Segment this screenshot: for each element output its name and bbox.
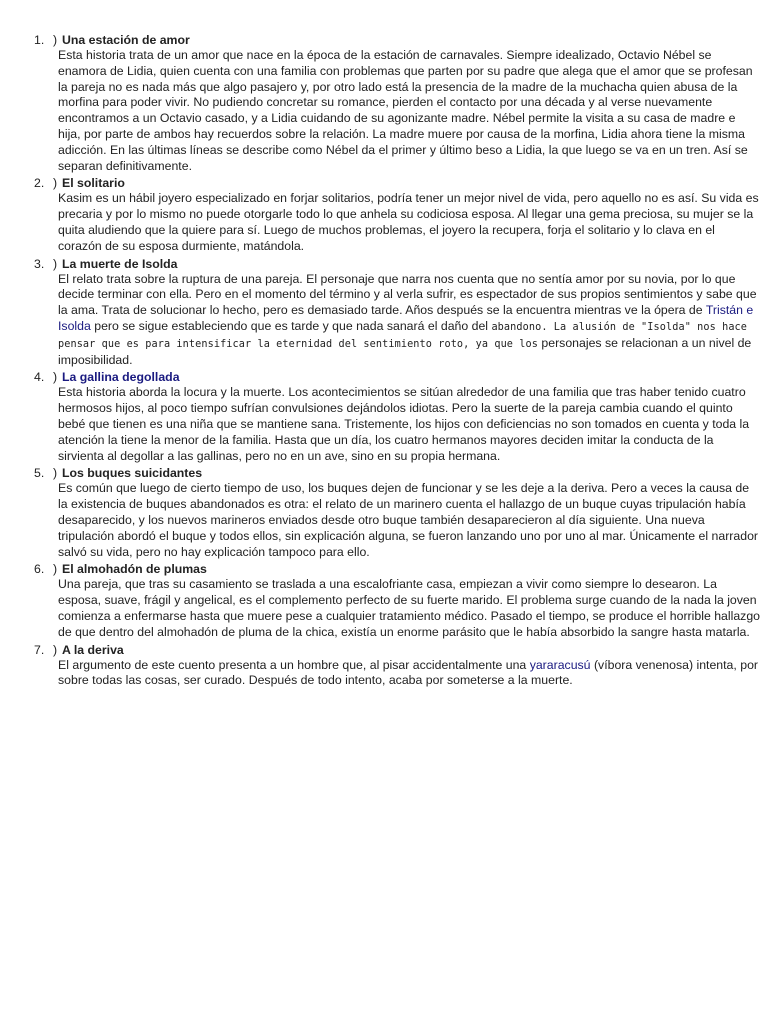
story-title: La muerte de Isolda: [62, 256, 178, 271]
list-item-header: [0, 561, 768, 577]
story-summary: Es común que luego de cierto tiempo de uso, los buques dejen de funcionar y se les deje a la deriva. Pero a veces la causa de la existencia de buques abandonados es otra: el relato de un marinero cuenta el hallazgo de un buque cuyas tripulación había desaparecido, y los nuevos marineros enviados desde otro buque también desaparecieron al día siguiente. Una nueva tripulación abordó el buque y todos ellos, sin explicación alguna, se fueron lanzando uno por uno al mar. Únicamente el narrador salvó su vida, pero no hay explicación tampoco para ello.: [58, 481, 758, 559]
list-item: [0, 256, 768, 369]
story-summary: [58, 272, 760, 369]
summary-text: personajes se relacionan a un nivel de imposibilidad.: [58, 335, 752, 367]
story-summary: Kasim es un hábil joyero especializado en forjar solitarios, podría tener un mejor nivel de vida, pero aquello no es así. Su vida es precaria y por lo mismo no puede otorgarle todo lo que anhela su codiciosa esposa. Al llegar una gema preciosa, su mujer se la quita aludiendo que la quiere para sí. Luego de muchos problemas, el joyero la recupera, forja el solitario y lo clava en el corazón de su esposa durmiente, matándola.: [58, 191, 759, 253]
list-paren: ): [53, 256, 58, 271]
yararacusu-link[interactable]: yararacusú: [529, 657, 591, 672]
list-number: 4.: [34, 370, 45, 385]
summary-text-mono: abandono. La alusión de "Isolda" nos hace pensar que es para intensificar la eternidad del sentimiento roto, ya que los: [58, 321, 748, 350]
list-number: 3.: [34, 256, 45, 271]
story-summary: [58, 658, 760, 690]
list-number: 6.: [34, 562, 45, 577]
list-item: [0, 32, 768, 174]
story-summary: Esta historia aborda la locura y la muerte. Los acontecimientos se sitúan alrededor de una familia que tras haber tenido cuatro hermosos hijos, al poco tiempo sufrían convulsiones dejándolos idiotas. Pero la suerte de la pareja cambia cuando el quinto bebé que tienen es una niña que se mantiene sana. Tristemente, los hijos con deficiencias no son tomados en cuenta y toda la atención la tiene la menor de la familia. Hasta que un día, los cuatro hermanos mayores deciden imitar la conducta de la sirvienta al degollar a las gallinas, pero no en un ave, sino en su propia hermana.: [58, 385, 750, 463]
story-title: El solitario: [62, 176, 125, 191]
summary-text: El relato trata sobre la ruptura de una pareja. El personaje que narra nos cuenta que no sentía amor por su novia, por lo que decide terminar con ella. Pero en el momento del término y al verla sufrir, es espectador de sus propios sentimientos y sabe que la ama. Trata de solucionar lo hecho, pero es demasiado tarde. Años después se la encuentra mientras ve la ópera de: [58, 271, 757, 318]
story-title: A la deriva: [62, 642, 124, 657]
story-title-link[interactable]: La gallina degollada: [62, 370, 180, 385]
list-item: [0, 465, 768, 560]
list-item-header: [0, 465, 768, 481]
list-paren: ): [53, 176, 58, 191]
summary-text: pero se sigue estableciendo que es tarde y que nada sanará el daño del: [90, 318, 492, 333]
list-paren: ): [53, 466, 58, 481]
story-summary: Una pareja, que tras su casamiento se traslada a una escalofriante casa, empiezan a vivir como siempre lo desearon. La esposa, suave, frágil y angelical, es el complemento perfecto de su fuerte marido. El problema surge cuando de la nada la joven comienza a enfermarse hasta que muere pese a cualquier tratamiento médico. Pasado el tiempo, se produce el horrible hallazgo de que dentro del almohadón de pluma de la chica, existía un enorme parásito que le había absorbido la sangre hasta matarla.: [58, 577, 761, 639]
list-item: [0, 561, 768, 640]
document-body: [0, 32, 768, 690]
list-number: 5.: [34, 466, 45, 481]
list-item-header: [0, 32, 768, 48]
story-title: Una estación de amor: [62, 33, 190, 47]
list-item-header: [0, 642, 768, 658]
list-paren: ): [53, 562, 58, 577]
list-item: [0, 369, 768, 464]
list-number: 2.: [34, 176, 45, 191]
list-paren: ): [53, 33, 58, 47]
list-item-header: [0, 175, 768, 191]
story-title: Los buques suicidantes: [62, 466, 203, 481]
list-number: 1.: [34, 33, 45, 47]
story-summary: Esta historia trata de un amor que nace en la época de la estación de carnavales. Siempre idealizado, Octavio Nébel se enamora de Lidia, quien cuenta con una familia con problemas que parten por su padre que alega que el amor que se profesan la pareja no es nada más que algo pasajero y, por otro lado está la presencia de la madre de la muchacha quien abusa de la morfina para poder vivir. No pudiendo concretar su romance, pierden el contacto por una década y al verse nuevamente encontramos a un Octavio casado, y a Lidia cuidando de su agonizante madre. Nébel permite la visita a su casa de madre e hija, por parte de ambos hay recuerdos sobre la relación. La madre muere por causa de la morfina, Lidia ahora tiene la misma adicción. En las últimas líneas se describe como Nébel da el primer y último beso a Lidia, la que luego se va en un tren. Así se separan definitivamente.: [58, 48, 753, 173]
summary-text: El argumento de este cuento presenta a un hombre que, al pisar accidentalmente una: [58, 657, 530, 672]
summary-text: (víbora venenosa) intenta, por sobre todas las cosas, ser curado. Después de todo intento, acaba por someterse a la muerte.: [58, 657, 759, 688]
tristan-isolda-link[interactable]: Tristán e Isolda: [58, 303, 754, 333]
list-paren: ): [53, 370, 58, 385]
list-item-header: [0, 369, 768, 385]
list-item-header: [0, 256, 768, 272]
list-number: 7.: [34, 642, 45, 657]
list-paren: ): [53, 642, 58, 657]
story-title: El almohadón de plumas: [62, 562, 207, 577]
list-item: [0, 175, 768, 254]
list-item: [0, 642, 768, 690]
